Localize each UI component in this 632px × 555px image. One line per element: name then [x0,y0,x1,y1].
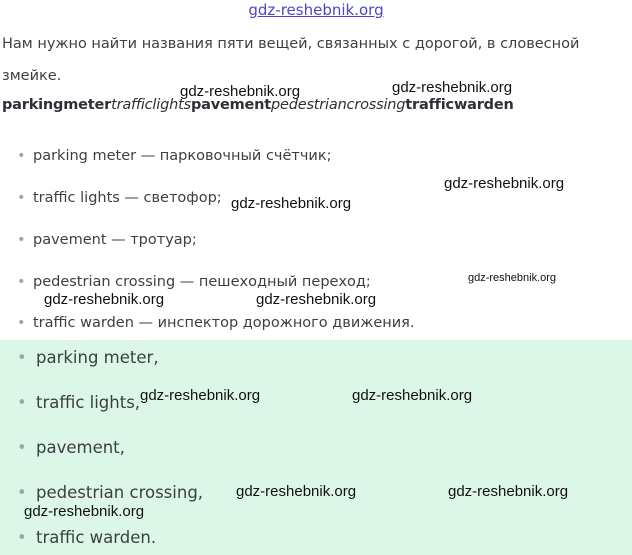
answer-item [17,348,159,367]
watermark: gdz-reshebnik.org [231,195,352,212]
bullet-icon: • [17,274,26,290]
bullet-icon: • [17,232,26,248]
bullet-icon: • [17,148,26,164]
snake-word-4: pedestriancrossing [271,97,406,113]
watermark: gdz-reshebnik.org [256,291,377,308]
watermark: gdz-reshebnik.org [44,291,165,308]
watermark: gdz-reshebnik.org [352,387,473,404]
snake-word-2: trafficlights [111,97,191,113]
bullet-icon: • [17,438,27,457]
bullet-icon: • [17,393,27,412]
list-item [17,148,332,164]
list-item-text: pavement — тротуар; [33,232,197,248]
watermark: gdz-reshebnik.org [236,483,357,500]
watermark: gdz-reshebnik.org [24,503,145,520]
answer-item-text: pavement, [36,438,125,457]
watermark: gdz-reshebnik.org [392,79,513,96]
watermark: gdz-reshebnik.org [140,387,261,404]
answer-block [0,340,632,555]
intro-text: Нам нужно найти названия пяти вещей, связанных с дорогой, в словесной змейке. [2,36,580,84]
answer-item-text: traffic warden. [36,528,157,547]
site-link[interactable]: gdz-reshebnik.org [248,1,384,19]
list-item-text: parking meter — парковочный счётчик; [33,148,332,164]
list-item [17,274,371,290]
list-item [17,232,197,248]
bullet-icon: • [17,315,26,331]
list-item-text: traffic lights — светофор; [33,190,222,206]
watermark: gdz-reshebnik.org [444,175,565,192]
bullet-icon: • [17,528,27,547]
bullet-icon: • [17,348,27,367]
watermark: gdz-reshebnik.org [180,83,301,100]
answer-item [17,483,203,502]
watermark: gdz-reshebnik.org [448,483,569,500]
answer-item [17,393,140,412]
list-item [17,190,222,206]
answer-item [17,528,156,547]
list-item-text: pedestrian crossing — пешеходный переход; [33,274,371,290]
snake-word-3: pavement [190,97,271,113]
bullet-icon: • [17,483,27,502]
list-item-text: traffic warden — инспектор дорожного движения. [33,315,415,331]
watermark: gdz-reshebnik.org [468,272,557,284]
answer-item [17,438,125,457]
answer-item-text: pedestrian crossing, [36,483,204,502]
snake-word-5: trafficwarden [405,97,514,113]
answer-item-text: parking meter, [36,348,159,367]
snake-word-1: parkingmeter [2,97,112,113]
list-item [17,315,414,331]
bullet-icon: • [17,190,26,206]
answer-item-text: traffic lights, [36,393,141,412]
